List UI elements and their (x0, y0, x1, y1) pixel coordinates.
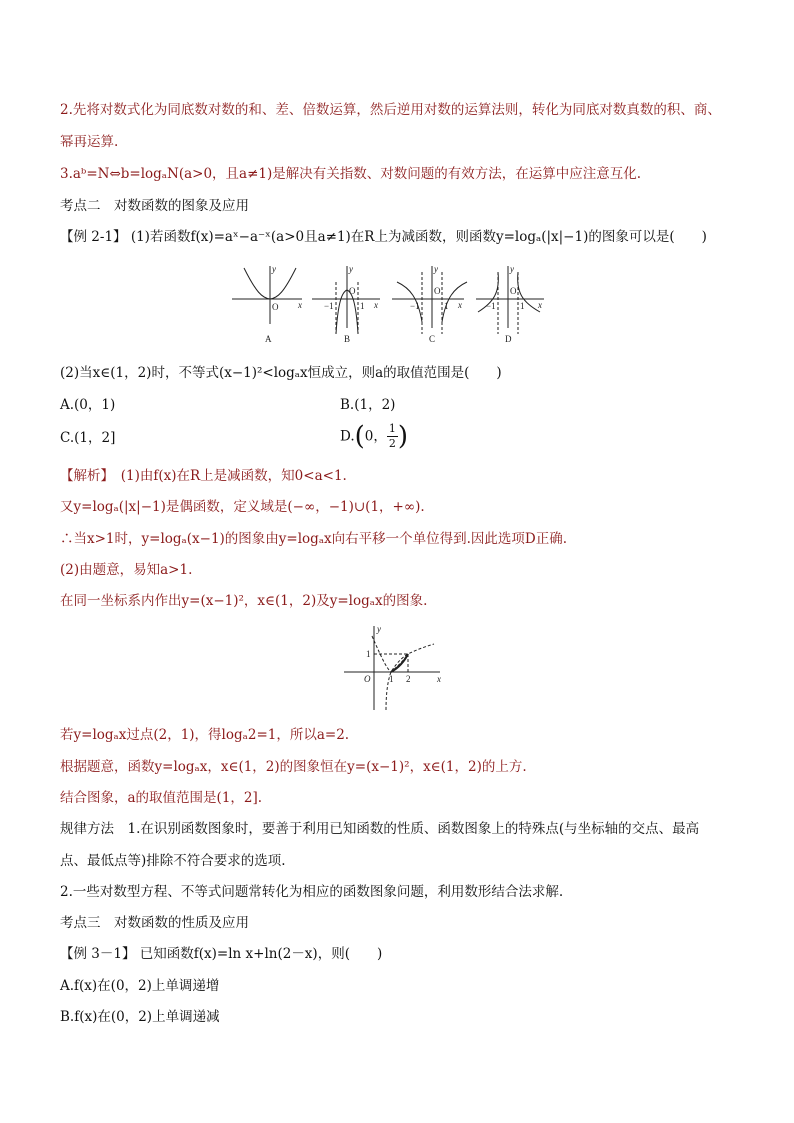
svg-text:1: 1 (366, 649, 371, 659)
solution-line-5: 在同一坐标系内作出y=(x−1)²，x∈(1，2)及y=logₐx的图象. (60, 593, 428, 609)
rules-line-3: 2.一些对数型方程、不等式问题常转化为相应的函数图象问题，利用数形结合法求解. (60, 884, 564, 900)
svg-text:1: 1 (444, 301, 449, 311)
section-title-3: 考点三 对数函数的性质及应用 (60, 915, 249, 931)
example-3-1-question: 【例 3－1】 已知函数f(x)=ln x+ln(2－x)，则( ) (60, 946, 383, 962)
graph-a (232, 266, 302, 324)
note-line-2b: 幂再运算. (60, 134, 119, 150)
svg-text:x: x (538, 300, 542, 310)
graph-label-c: C (429, 334, 436, 344)
option-c: C.(1，2] (60, 430, 116, 446)
graph-c (392, 266, 467, 334)
rules-line-1: 规律方法 1.在识别函数图象时，要善于利用已知函数的性质、函数图象上的特殊点(与坐标轴的交点、最高 (60, 821, 700, 837)
svg-text:O: O (364, 674, 371, 684)
svg-text:−1: −1 (324, 301, 334, 311)
svg-text:y: y (349, 264, 353, 274)
note-line-3: 3.aᵇ=N⇔b=logₐN(a>0，且a≠1)是解决有关指数、对数问题的有效方法，在运算中应注意互化. (60, 166, 642, 182)
svg-text:1: 1 (389, 674, 394, 684)
section-title-2: 考点二 对数函数的图象及应用 (60, 198, 249, 214)
solution-line-3: ∴当x>1时，y=logₐ(x−1)的图象由y=logₐx向右平移一个单位得到.因此选项D正确. (60, 531, 568, 547)
svg-text:y: y (510, 264, 514, 274)
svg-text:O: O (510, 286, 517, 296)
svg-text:x: x (374, 300, 378, 310)
solution-graph-svg (342, 624, 446, 712)
svg-text:O: O (434, 286, 441, 296)
graph-b (312, 266, 380, 334)
graph-label-d: D (505, 334, 512, 344)
solution-line-4: (2)由题意，易知a>1. (60, 562, 193, 578)
graph-d (476, 266, 544, 334)
rules-line-2: 点、最低点等)排除不符合要求的选项. (60, 853, 286, 869)
option-d: D.(0， $\frac{1}{2}$ ) (340, 421, 409, 452)
svg-text:−1: −1 (410, 301, 420, 311)
svg-text:x: x (437, 674, 441, 684)
svg-text:y: y (434, 264, 438, 274)
example-3-1-option-a: A.f(x)在(0，2)上单调递增 (60, 978, 220, 994)
example-2-1-question: 【例 2-1】 (1)若函数f(x)=aˣ−a⁻ˣ(a>0且a≠1)在R上为减函数，则函数y=logₐ(|x|−1)的图象可以是( ) (60, 229, 707, 245)
option-a: A.(0，1) (60, 397, 116, 413)
graph-label-a: A (265, 334, 272, 344)
svg-text:y: y (272, 264, 276, 274)
option-b: B.(1，2) (340, 397, 396, 413)
solution-line-6: 若y=logₐx过点(2，1)，得logₐ2=1，所以a=2. (60, 727, 350, 743)
svg-text:2: 2 (406, 674, 411, 684)
note-line-2a: 2.先将对数式化为同底数对数的和、差、倍数运算，然后逆用对数的运算法则，转化为同底对数真数的积、商、 (60, 102, 721, 118)
solution-graph (342, 624, 446, 716)
svg-text:x: x (458, 300, 462, 310)
svg-text:1: 1 (360, 301, 365, 311)
solution-line-7: 根据题意，函数y=logₐx，x∈(1，2)的图象恒在y=(x−1)²，x∈(1，2)的上方. (60, 759, 527, 775)
graph-a-origin: O (272, 302, 279, 312)
solution-line-8: 结合图象，a的取值范围是(1，2]. (60, 790, 263, 806)
svg-text:−1: −1 (486, 301, 496, 311)
example-2-1-question-2: (2)当x∈(1，2)时，不等式(x−1)²<logₐx恒成立，则a的取值范围是( ) (60, 365, 502, 381)
svg-text:1: 1 (520, 301, 525, 311)
solution-line-1: 【解析】 (1)由f(x)在R上是减函数，知0<a<1. (60, 468, 347, 484)
solution-line-2: 又y=logₐ(|x|−1)是偶函数，定义域是(−∞，−1)∪(1，+∞). (60, 499, 425, 515)
svg-text:O: O (349, 286, 356, 296)
svg-text:y: y (377, 624, 381, 634)
option-graphs-svg (232, 262, 562, 346)
option-graphs (232, 262, 562, 350)
svg-text:x: x (298, 300, 302, 310)
graph-label-b: B (344, 334, 351, 344)
example-3-1-option-b: B.f(x)在(0，2)上单调递减 (60, 1009, 220, 1025)
